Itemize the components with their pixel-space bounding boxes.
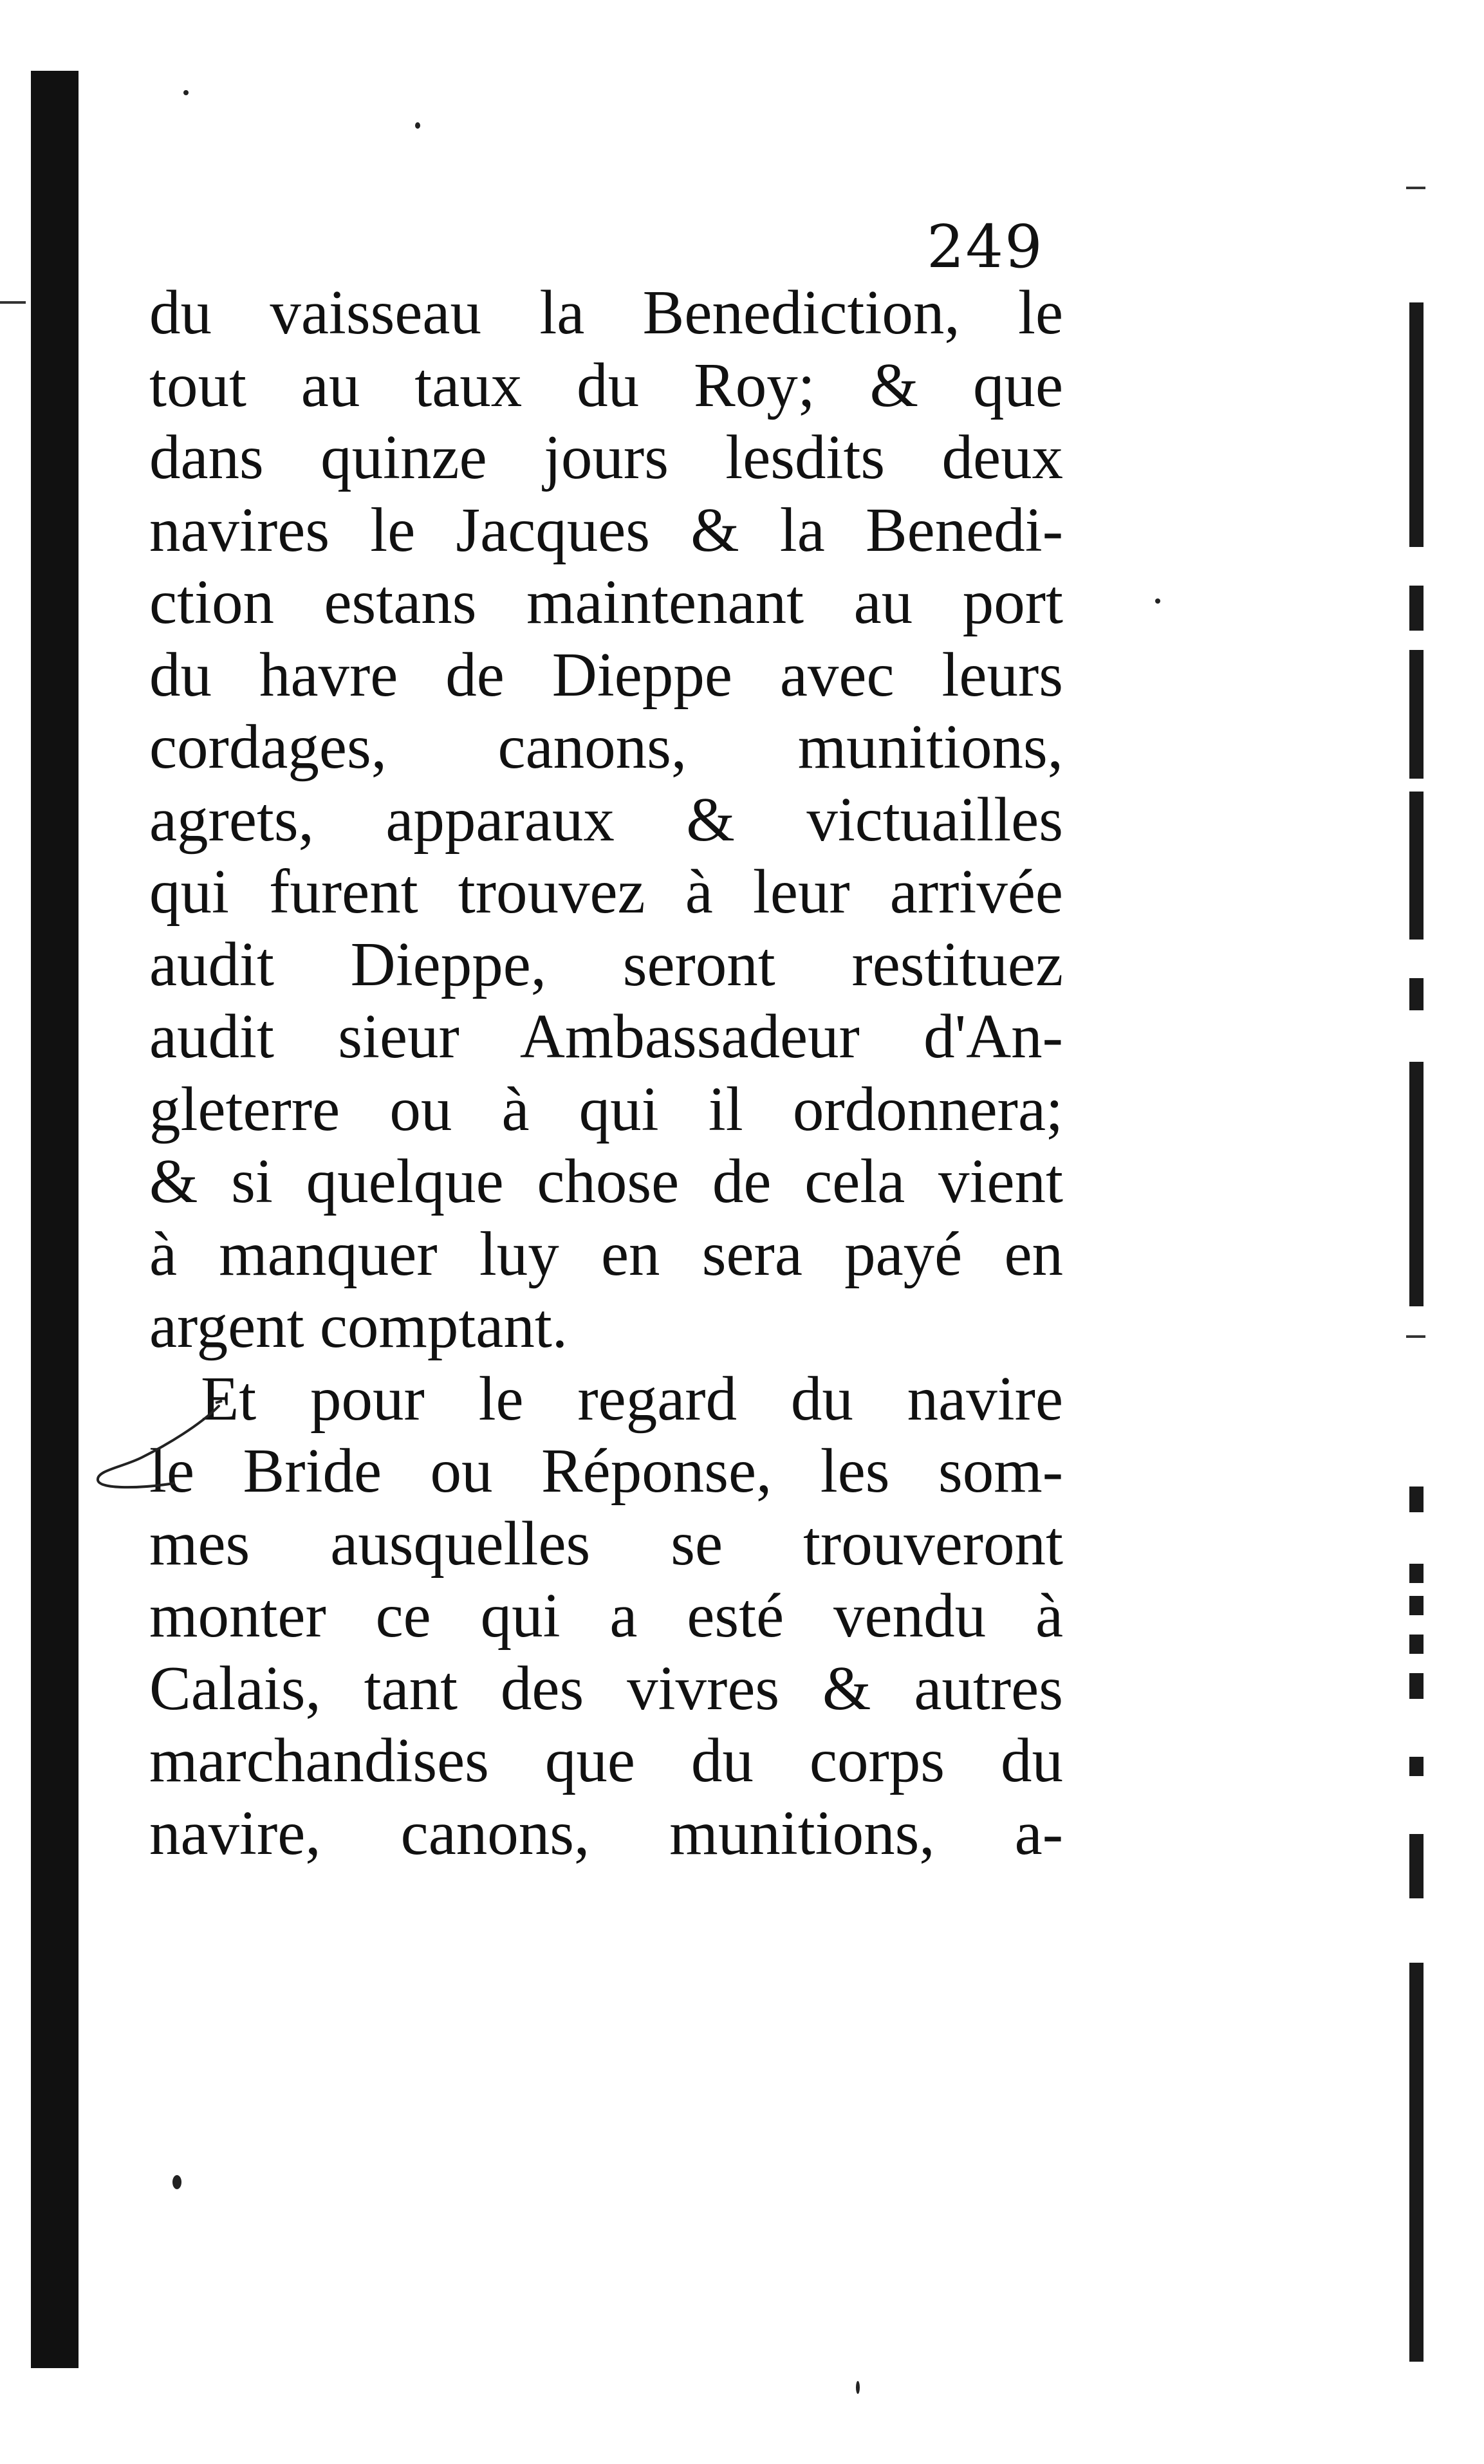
text-line: audit Dieppe, seront restituez xyxy=(149,929,1063,999)
edge-mark xyxy=(1409,302,1424,547)
text-line: ction estans maintenant au port xyxy=(149,568,1063,636)
ink-speck xyxy=(172,2175,181,2189)
ink-speck xyxy=(856,2381,860,2394)
edge-mark xyxy=(1409,650,1424,779)
text-line: navire, canons, munitions, a- xyxy=(149,1798,1063,1867)
text-line: argent comptant. xyxy=(149,1292,568,1360)
text-line: gleterre ou à qui il ordonnera; xyxy=(149,1074,1063,1144)
text-line: & si quelque chose de cela vient xyxy=(149,1147,1063,1216)
edge-mark xyxy=(1409,1834,1424,1898)
page-number: 249 xyxy=(927,212,1044,281)
text-line: cordages, canons, munitions, xyxy=(149,712,1063,781)
body-text xyxy=(149,277,1063,1869)
text-line: qui furent trouvez à leur arrivée xyxy=(149,857,1063,926)
ink-speck xyxy=(183,90,189,95)
edge-tick xyxy=(1406,1335,1425,1338)
edge-mark xyxy=(1409,586,1424,631)
edge-mark xyxy=(1409,1635,1424,1654)
text-line: le Bride ou Réponse, les som- xyxy=(149,1436,1063,1505)
edge-mark xyxy=(1409,978,1424,1010)
binding-edge xyxy=(31,71,79,2368)
edge-mark xyxy=(1409,792,1424,940)
text-line: du vaisseau la Benediction, le xyxy=(149,278,1063,347)
marginal-pen-mark xyxy=(90,1400,225,1496)
text-line: tout au taux du Roy; & que xyxy=(149,350,1063,420)
edge-mark xyxy=(1409,1564,1424,1583)
edge-mark xyxy=(1409,1596,1424,1615)
text-line: à manquer luy en sera payé en xyxy=(149,1219,1063,1288)
edge-tick xyxy=(0,301,26,304)
text-line: marchandises que du corps du xyxy=(149,1726,1063,1795)
text-line: dans quinze jours lesdits deux xyxy=(149,423,1063,492)
text-line: Calais, tant des vivres & autres xyxy=(149,1653,1063,1723)
edge-tick xyxy=(1406,187,1425,189)
text-line: monter ce qui a esté vendu à xyxy=(149,1581,1063,1650)
edge-mark xyxy=(1409,1487,1424,1512)
text-line: audit sieur Ambassadeur d'An- xyxy=(149,1002,1063,1071)
text-line: agrets, apparaux & victuailles xyxy=(149,784,1063,854)
paragraph-first-line: Et pour le regard du navire xyxy=(201,1364,1063,1433)
text-line: du havre de Dieppe avec leurs xyxy=(149,640,1063,709)
edge-mark xyxy=(1409,1673,1424,1699)
text-line: mes ausquelles se trouveront xyxy=(149,1508,1063,1578)
edge-mark xyxy=(1409,1757,1424,1776)
edge-mark xyxy=(1409,1062,1424,1306)
edge-mark xyxy=(1409,1963,1424,2362)
right-edge-marks xyxy=(1409,290,1438,2349)
ink-speck xyxy=(415,122,420,129)
ink-speck xyxy=(1155,598,1160,604)
text-line: navires le Jacques & la Benedi- xyxy=(149,495,1063,564)
